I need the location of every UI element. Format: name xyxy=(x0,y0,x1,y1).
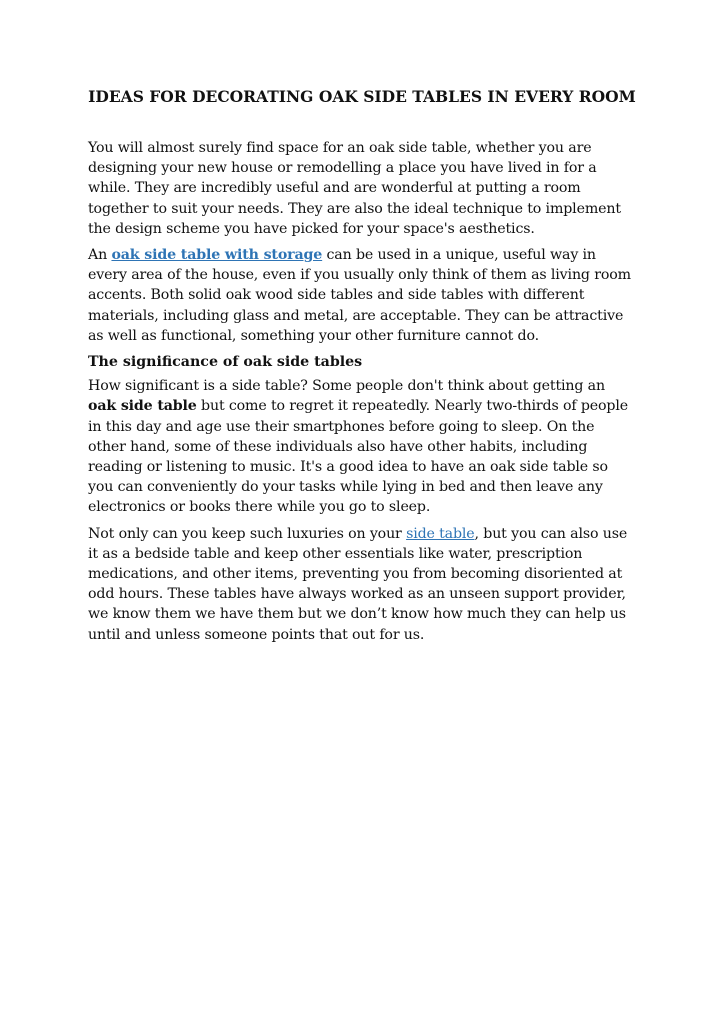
document-page xyxy=(88,86,636,651)
page-title: IDEAS FOR DECORATING OAK SIDE TABLES IN EVERY ROOM xyxy=(88,87,636,106)
intro-paragraph: You will almost surely find space for an oak side table, whether you are designing your new house or remodelling a place you have lived in for a while. They are incredibly useful and are wonderful at putting a room together to suit your needs. They are also the ideal technique to implement the design scheme you have picked for your space's aesthetics. xyxy=(88,140,621,237)
significance-paragraph xyxy=(88,376,636,517)
storage-paragraph xyxy=(88,245,636,346)
oak-side-table-with-storage-link[interactable]: oak side table with storage xyxy=(111,247,323,264)
bedside-paragraph xyxy=(88,524,636,645)
significance-paragraph-lead: How significant is a side table? Some people don't think about getting an xyxy=(88,378,605,395)
side-table-link[interactable]: side table xyxy=(406,525,475,542)
section-heading: The significance of oak side tables xyxy=(88,354,363,371)
significance-paragraph-body: but come to regret it repeatedly. Nearly two-thirds of people in this day and age use their smartphones before going to sleep. On the other hand, some of these individuals also have other habits, including reading or listening to music. It's a good idea to have an oak side table so you can conveniently do your tasks while lying in bed and then leave any electronics or books there while you go to sleep. xyxy=(88,398,628,516)
oak-side-table-bold-text: oak side table xyxy=(88,398,197,415)
storage-paragraph-lead: An xyxy=(88,247,112,264)
storage-paragraph-body: can be used in a unique, useful way in every area of the house, even if you usually only think of them as living room accents. Both solid oak wood side tables and side tables with different materials, including glass and metal, are acceptable. They can be attractive as well as functional, something your other furniture cannot do. xyxy=(88,247,631,344)
bedside-paragraph-body: , but you can also use it as a bedside table and keep other essentials like water, prescription medications, and other items, preventing you from becoming disoriented at odd hours. These tables have always worked as an unseen support provider, we know them we have them but we don’t know how much they can help us until and unless someone points that out for us. xyxy=(88,525,628,643)
bedside-paragraph-lead: Not only can you keep such luxuries on your xyxy=(88,525,407,542)
